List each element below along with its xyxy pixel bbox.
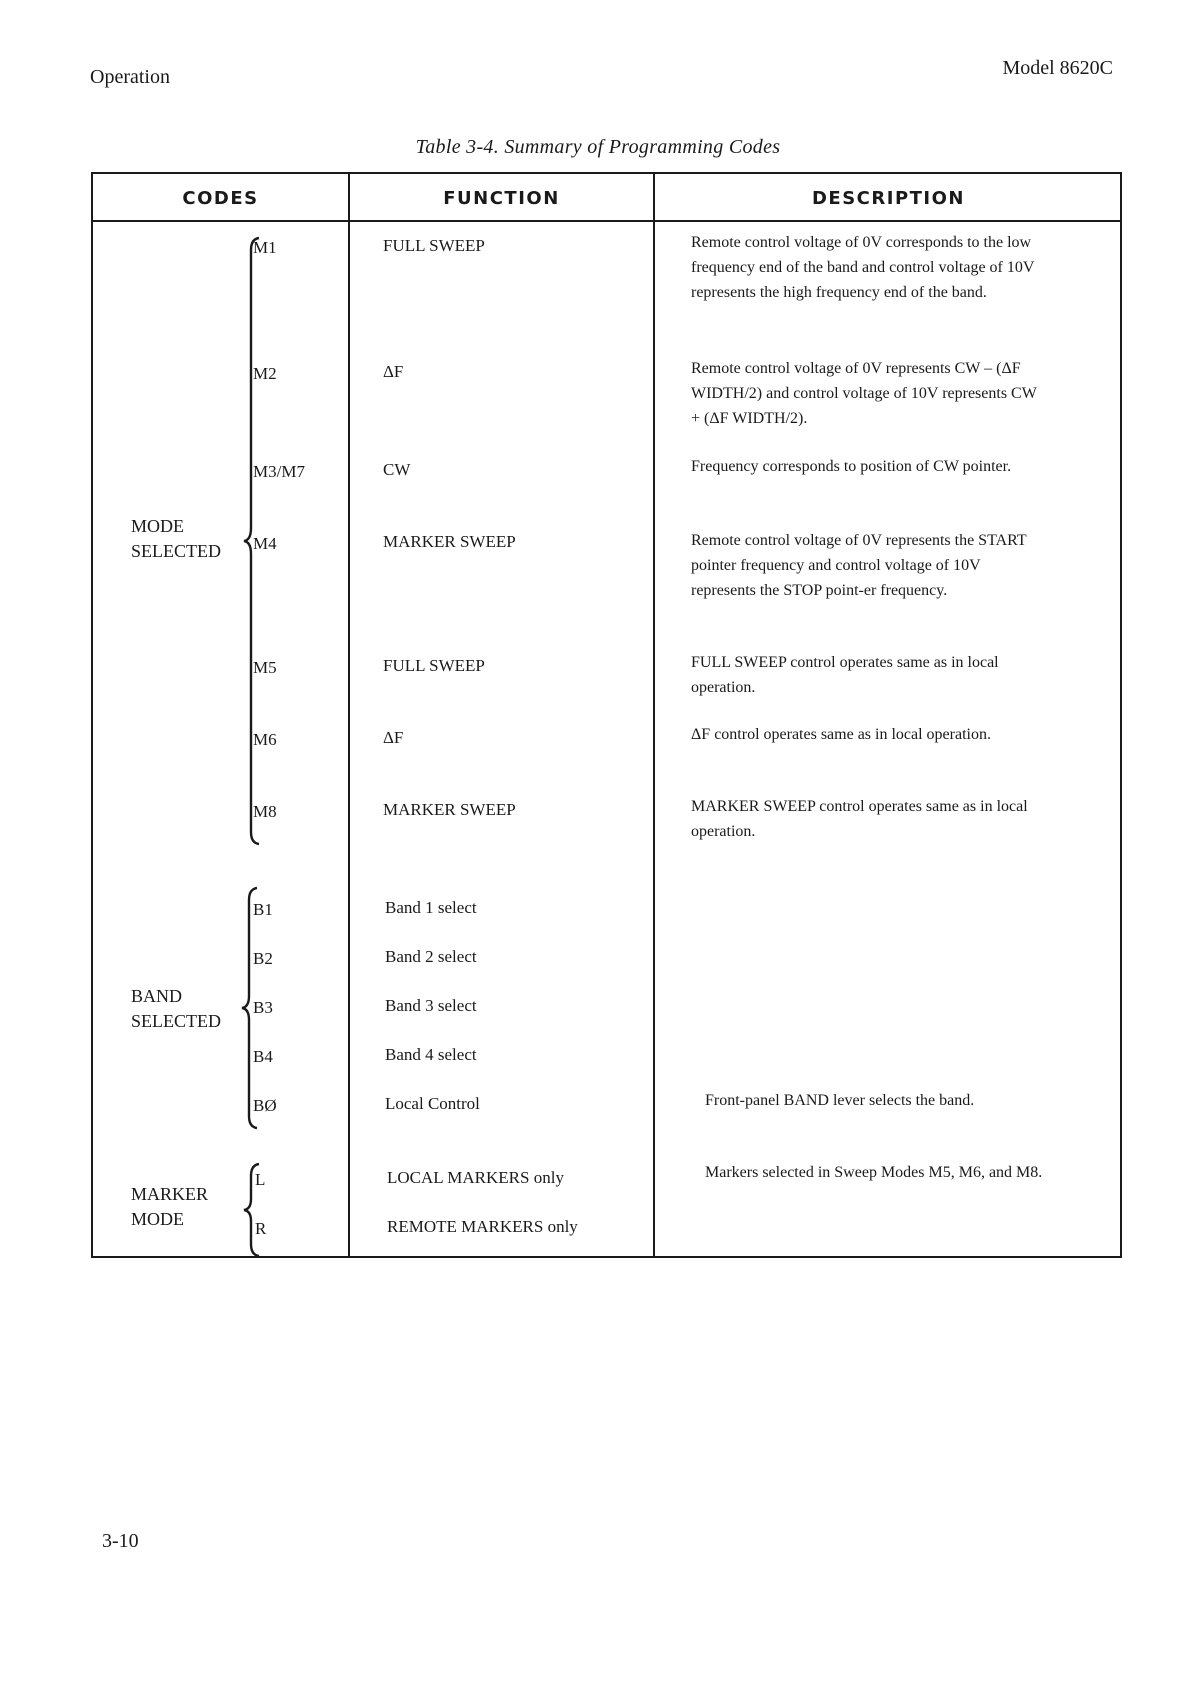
table-title: Table 3-4. Summary of Programming Codes	[415, 136, 781, 158]
header-rule	[93, 220, 1120, 222]
group-label-mode-selected	[131, 514, 221, 564]
code-cell: B4	[253, 1047, 273, 1066]
code-cell: M1	[253, 238, 277, 257]
code-cell: B1	[253, 900, 273, 919]
code-cell: BØ	[253, 1096, 277, 1115]
description-cell: Markers selected in Sweep Modes M5, M6, and M8.	[705, 1164, 1043, 1181]
group-label-marker-mode	[131, 1182, 208, 1232]
description-cell: Remote control voltage of 0V represents the START pointer frequency and control voltage of 10V represents the STOP point-er frequency.	[691, 532, 1027, 599]
group-label-line: SELECTED	[131, 541, 221, 561]
function-cell: Band 3 select	[385, 996, 477, 1015]
function-cell: LOCAL MARKERS only	[387, 1168, 564, 1187]
column-header-function: FUNCTION	[443, 188, 560, 209]
code-cell: M8	[253, 802, 277, 821]
function-cell: Band 2 select	[385, 947, 477, 966]
code-cell: M2	[253, 364, 277, 383]
function-cell: FULL SWEEP	[383, 236, 485, 255]
code-cell: R	[255, 1219, 267, 1238]
function-cell: CW	[383, 460, 411, 479]
page-number: 3-10	[102, 1530, 139, 1552]
programming-codes-table	[91, 172, 1122, 1258]
column-header-description: DESCRIPTION	[811, 188, 965, 209]
group-label-band-selected	[131, 984, 221, 1034]
code-cell: B2	[253, 949, 273, 968]
function-cell: MARKER SWEEP	[383, 532, 516, 551]
function-cell: Local Control	[385, 1094, 480, 1113]
function-cell: REMOTE MARKERS only	[387, 1217, 578, 1236]
code-cell: L	[255, 1170, 266, 1189]
code-cell: M3/M7	[253, 462, 305, 481]
group-label-line: MODE	[131, 516, 184, 536]
description-cell: ΔF control operates same as in local operation.	[691, 726, 991, 743]
description-cell: Remote control voltage of 0V corresponds to the low frequency end of the band and control voltage of 10V represents the high frequency end of the band.	[691, 234, 1035, 301]
description-cell: Front-panel BAND lever selects the band.	[705, 1092, 975, 1109]
group-label-line: BAND	[131, 986, 183, 1006]
group-label-line: MODE	[131, 1209, 184, 1229]
code-cell: M4	[253, 534, 277, 553]
function-cell: Band 1 select	[385, 898, 477, 917]
function-cell: ΔF	[383, 362, 404, 381]
running-head-model: Model 8620C	[1002, 57, 1113, 79]
code-cell: M5	[253, 658, 277, 677]
group-label-line: SELECTED	[131, 1011, 221, 1031]
column-divider	[653, 174, 655, 1256]
column-header-codes: CODES	[182, 188, 259, 209]
description-cell: MARKER SWEEP control operates same as in local operation.	[691, 798, 1028, 840]
column-divider	[348, 174, 350, 1256]
group-label-line: MARKER	[131, 1184, 209, 1204]
function-cell: Band 4 select	[385, 1045, 477, 1064]
description-cell: FULL SWEEP control operates same as in local operation.	[691, 654, 999, 696]
function-cell: MARKER SWEEP	[383, 800, 516, 819]
function-cell: ΔF	[383, 728, 404, 747]
code-cell: M6	[253, 730, 277, 749]
description-cell: Remote control voltage of 0V represents CW – (ΔF WIDTH/2) and control voltage of 10V represents CW + (ΔF WIDTH/2).	[691, 360, 1037, 427]
description-cell: Frequency corresponds to position of CW pointer.	[691, 458, 1012, 475]
function-cell: FULL SWEEP	[383, 656, 485, 675]
code-cell: B3	[253, 998, 273, 1017]
running-head-section: Operation	[90, 66, 170, 88]
